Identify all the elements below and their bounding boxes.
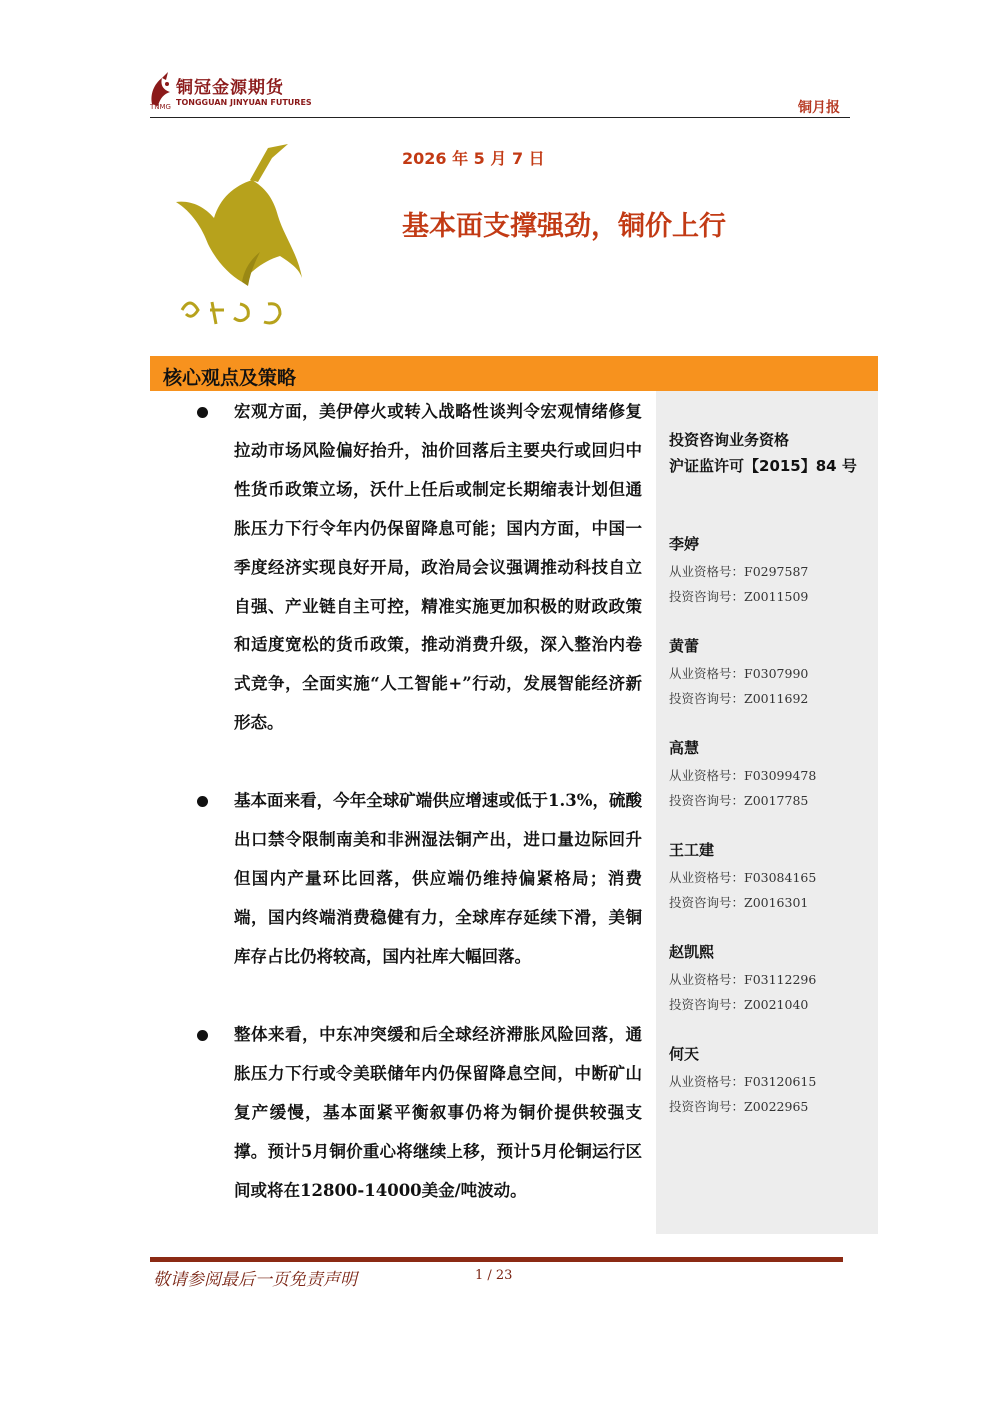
tongling-emblem-icon xyxy=(168,140,308,340)
analyst-name: 何天 xyxy=(669,1045,700,1063)
footer-divider xyxy=(150,1257,843,1262)
point-macro: 宏观方面，美伊停火或转入战略性谈判令宏观情绪修复拉动市场风险偏好抬升，油价回落后主要央行或回归中性货币政策立场，沃什上任后或制定长期缩表计划但通胀压力下行令年内仍保留降息可能；国内方面，中国一季度经济实现良好开局，政治局会议强调推动科技自立自强、产业链自主可控，精准实施更加积极的财政政策和适度宽松的货币政策，推动消费升级，深入整治内卷式竞争，全面实施“人工智能+”行动，发展智能经济新形态。 xyxy=(234,402,642,733)
analyst-name: 李婷 xyxy=(669,535,700,553)
analyst-cert: 从业资格号：F03084165 xyxy=(669,870,817,885)
analyst-name: 高慧 xyxy=(669,739,700,757)
page-number: 1 / 23 xyxy=(475,1268,513,1283)
license-number: 沪证监许可【2015】84 号 xyxy=(669,457,857,475)
analyst-cert: 从业资格号：F03112296 xyxy=(669,972,817,987)
analyst-cert: 从业资格号：F03099478 xyxy=(669,768,817,783)
bullet-dot-icon xyxy=(197,796,208,807)
section-title: 核心观点及策略 xyxy=(163,367,297,389)
analyst-advisor: 投资咨询号：Z0011692 xyxy=(669,691,809,706)
analyst-sidebar xyxy=(656,391,878,1234)
analyst-cert: 从业资格号：F0307990 xyxy=(669,666,809,681)
analyst-advisor: 投资咨询号：Z0017785 xyxy=(669,793,809,808)
footer-disclaimer: 敬请参阅最后一页免责声明 xyxy=(153,1270,357,1290)
analyst-cert: 从业资格号：F0297587 xyxy=(669,564,809,579)
analyst-name: 赵凯熙 xyxy=(669,943,715,961)
header-divider xyxy=(150,117,850,118)
company-name-cn: 铜冠金源期货 xyxy=(176,78,284,98)
analyst-name: 王工建 xyxy=(669,841,715,859)
bullet-dot-icon xyxy=(197,407,208,418)
report-date: 2026 年 5 月 7 日 xyxy=(402,149,545,168)
report-type: 铜月报 xyxy=(798,100,840,116)
analyst-name: 黄蕾 xyxy=(669,637,700,655)
analyst-advisor: 投资咨询号：Z0016301 xyxy=(669,895,809,910)
bullet-dot-icon xyxy=(197,1030,208,1041)
point-fundamentals: 基本面来看，今年全球矿端供应增速或低于1.3%，硫酸出口禁令限制南美和非洲湿法铜产出，进口量边际回升但国内产量环比回落，供应端仍维持偏紧格局；消费端，国内终端消费稳健有力，全球库存延续下滑，美铜库存占比仍将较高，国内社库大幅回落。 xyxy=(234,791,642,966)
analyst-advisor: 投资咨询号：Z0011509 xyxy=(669,589,809,604)
report-title: 基本面支撑强劲，铜价上行 xyxy=(402,211,726,242)
company-abbr: TNMG xyxy=(150,103,171,111)
qualification-title: 投资咨询业务资格 xyxy=(669,431,790,449)
analyst-advisor: 投资咨询号：Z0022965 xyxy=(669,1099,809,1114)
analyst-advisor: 投资咨询号：Z0021040 xyxy=(669,997,809,1012)
company-name-en: TONGGUAN JINYUAN FUTURES xyxy=(176,98,312,107)
point-overall: 整体来看，中东冲突缓和后全球经济滞胀风险回落，通胀压力下行或令美联储年内仍保留降息空间，中断矿山复产缓慢，基本面紧平衡叙事仍将为铜价提供较强支撑。预计5月铜价重心将继续上移，预计5月伦铜运行区间或将在12800-14000美金/吨波动。 xyxy=(234,1025,642,1200)
analyst-cert: 从业资格号：F03120615 xyxy=(669,1074,817,1089)
